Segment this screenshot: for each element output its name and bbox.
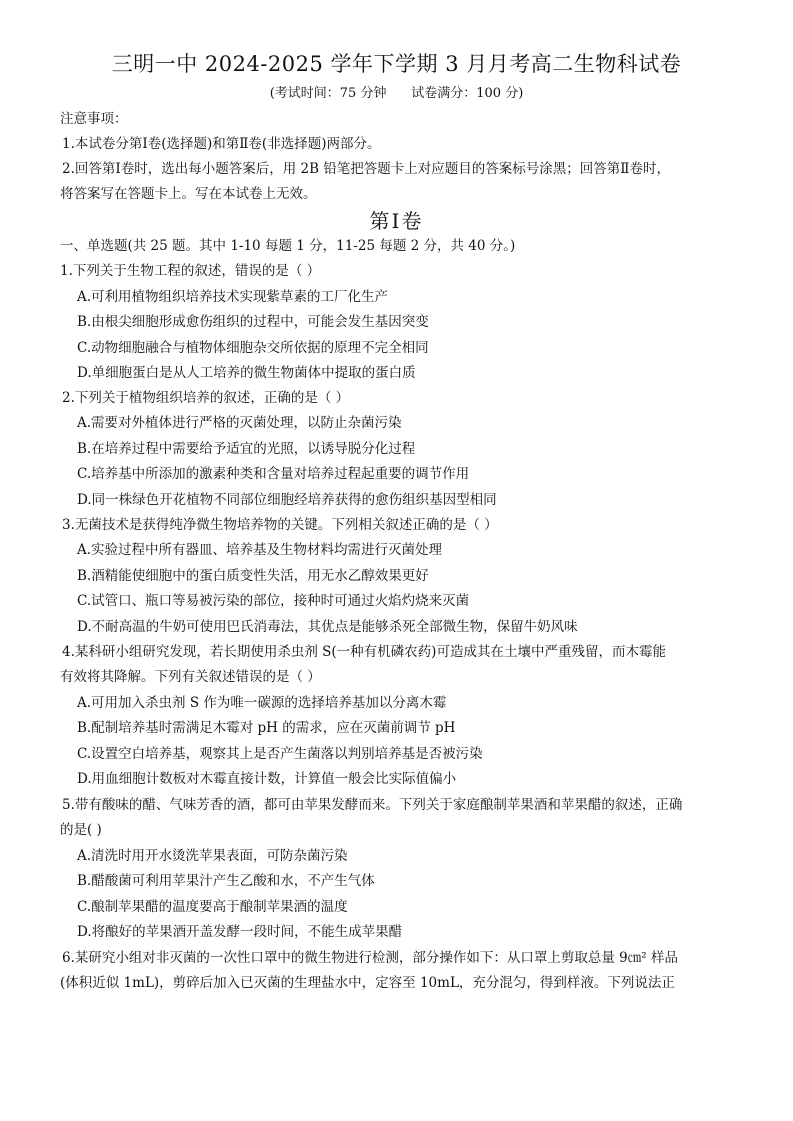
question-1-option-b: B.由根尖细胞形成愈伤组织的过程中，可能会发生基因突变 <box>77 314 429 330</box>
question-1-option-d: D.单细胞蛋白是从人工培养的微生物菌体中提取的蛋白质 <box>77 365 416 381</box>
notice-heading: 注意事项： <box>60 111 128 127</box>
question-4-option-d: D.用血细胞计数板对木霉直接计数，计算值一般会比实际值偏小 <box>77 771 457 787</box>
question-3-stem: 3.无菌技术是获得纯净微生物培养物的关键。下列相关叙述正确的是（ ） <box>62 517 498 533</box>
notice-item-2-line-2: 将答案写在答题卡上。写在本试卷上无效。 <box>60 186 317 202</box>
question-3-option-c: C.试管口、瓶口等易被污染的部位，接种时可通过火焰灼烧来灭菌 <box>77 593 470 609</box>
question-1-option-a: A.可利用植物组织培养技术实现紫草素的工厂化生产 <box>77 289 389 305</box>
question-3-option-b: B.酒精能使细胞中的蛋白质变性失活，用无水乙醇效果更好 <box>77 568 429 584</box>
question-4-stem-line-2: 有效将其降解。下列有关叙述错误的是（ ） <box>60 669 321 685</box>
question-2-option-d: D.同一株绿色开花植物不同部位细胞经培养获得的愈伤组织基因型相同 <box>77 492 497 508</box>
notice-item-1: 1.本试卷分第Ⅰ卷(选择题)和第Ⅱ卷(非选择题)两部分。 <box>62 136 381 152</box>
exam-subtitle: (考试时间：75 分钟 试卷满分：100 分) <box>269 86 524 101</box>
question-5-stem-line-1: 5.带有酸味的醋、气味芳香的酒，都可由苹果发酵而来。下列关于家庭酿制苹果酒和苹果醋的叙述，正确 <box>62 797 683 813</box>
question-4-option-c: C.设置空白培养基，观察其上是否产生菌落以判别培养基是否被污染 <box>77 746 483 762</box>
question-1-option-c: C.动物细胞融合与植物体细胞杂交所依据的原理不完全相同 <box>77 340 429 356</box>
question-5-stem-line-2: 的是( ) <box>60 822 102 838</box>
section-instructions: 一、单选题(共 25 题。其中 1-10 每题 1 分，11-25 每题 2 分，共 40 分。) <box>60 238 516 254</box>
question-4-option-a: A.可用加入杀虫剂 S 作为唯一碳源的选择培养基加以分离木霉 <box>77 695 447 711</box>
question-4-stem-line-1: 4.某科研小组研究发现，若长期使用杀虫剂 S(一种有机磷农药)可造成其在土壤中严重残留，而木霉能 <box>62 644 666 660</box>
notice-item-2-line-1: 2.回答第Ⅰ卷时，选出每小题答案后，用 2B 铅笔把答题卡上对应题目的答案标号涂黑；回答第Ⅱ卷时， <box>62 161 670 177</box>
section-title: 第Ⅰ卷 <box>369 209 424 233</box>
question-6-stem-line-1: 6.某研究小组对非灭菌的一次性口罩中的微生物进行检测，部分操作如下：从口罩上剪取总量 9㎝² 样品 <box>62 950 678 966</box>
question-2-option-a: A.需要对外植体进行严格的灭菌处理，以防止杂菌污染 <box>77 415 402 431</box>
question-5-option-b: B.醋酸菌可利用苹果汁产生乙酸和水，不产生气体 <box>77 873 375 889</box>
question-2-option-c: C.培养基中所添加的激素种类和含量对培养过程起重要的调节作用 <box>77 466 470 482</box>
question-1-stem: 1.下列关于生物工程的叙述，错误的是（ ） <box>60 263 321 279</box>
question-3-option-a: A.实验过程中所有器皿、培养基及生物材料均需进行灭菌处理 <box>77 542 443 558</box>
question-2-stem: 2.下列关于植物组织培养的叙述，正确的是（ ） <box>62 390 350 406</box>
exam-title: 三明一中 2024-2025 学年下学期 3 月月考高二生物科试卷 <box>111 52 682 76</box>
question-5-option-d: D.将酿好的苹果酒开盖发酵一段时间，不能生成苹果醋 <box>77 924 403 940</box>
question-3-option-d: D.不耐高温的牛奶可使用巴氏消毒法，其优点是能够杀死全部微生物，保留牛奶风味 <box>77 619 578 635</box>
question-4-option-b: B.配制培养基时需满足木霉对 pH 的需求，应在灭菌前调节 pH <box>77 720 456 736</box>
question-2-option-b: B.在培养过程中需要给予适宜的光照，以诱导脱分化过程 <box>77 441 416 457</box>
question-5-option-c: C.酿制苹果醋的温度要高于酿制苹果酒的温度 <box>77 899 348 915</box>
question-5-option-a: A.清洗时用开水烫洗苹果表面，可防杂菌污染 <box>77 848 348 864</box>
question-6-stem-line-2: (体积近似 1mL)，剪碎后加入已灭菌的生理盐水中，定容至 10mL，充分混匀，得到样液。下列说法正 <box>60 975 675 991</box>
